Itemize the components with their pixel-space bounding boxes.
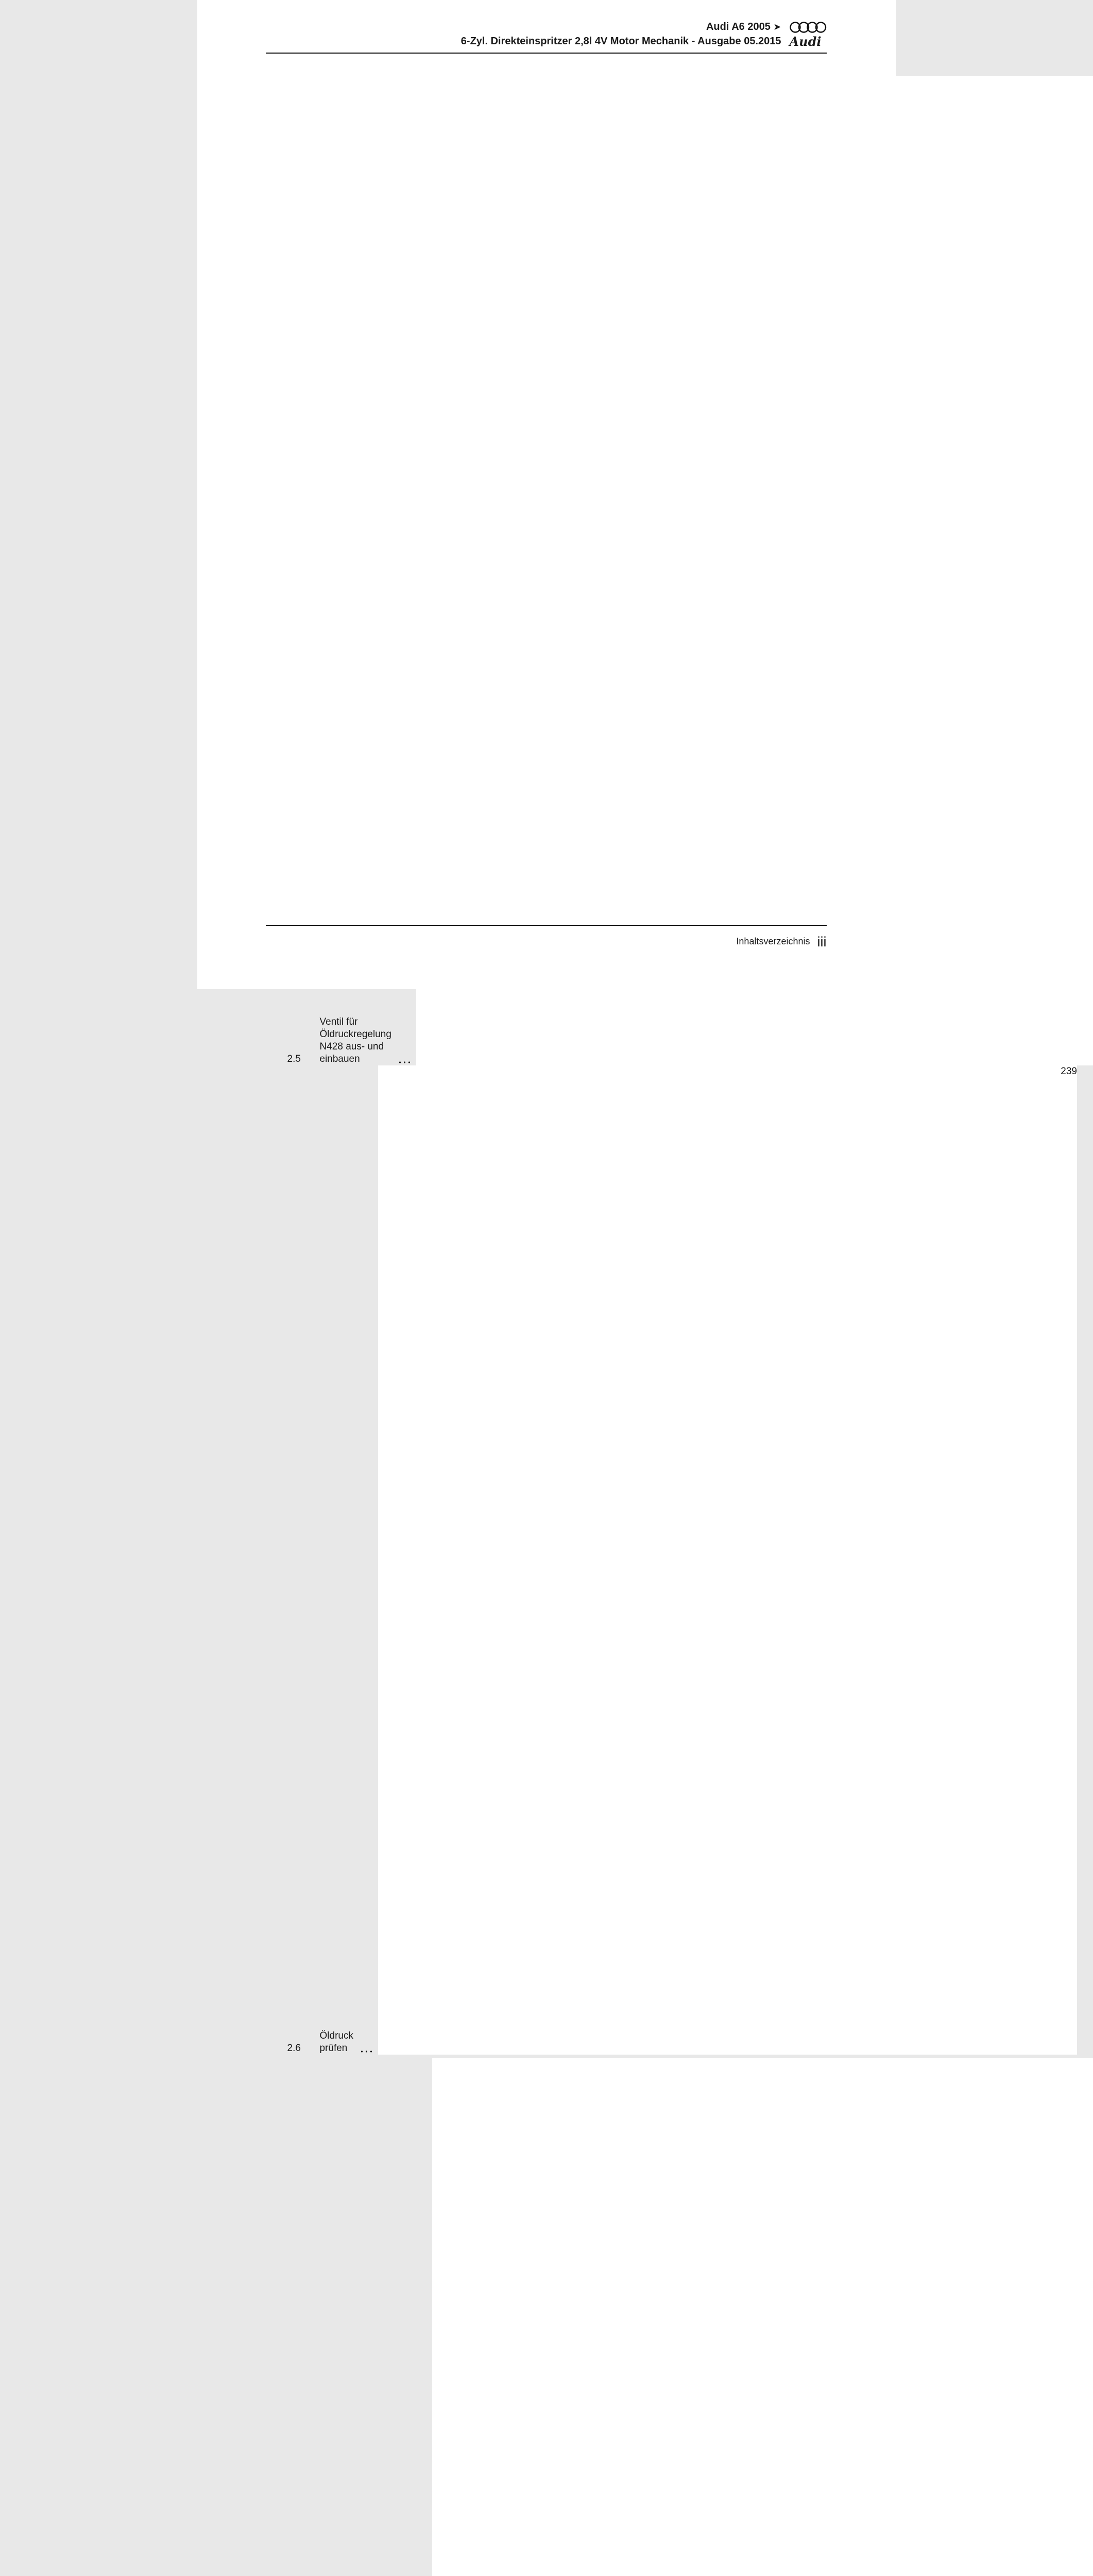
header-text — [461, 20, 781, 48]
page-footer — [266, 925, 827, 950]
toc-entry-page — [416, 76, 1093, 1065]
toc-entry-number: 2.6 — [287, 2043, 301, 2054]
manual-toc-page — [197, 0, 1077, 2054]
toc-entry-title: Öldruck prüfen — [319, 2030, 353, 2054]
header-model-line — [461, 20, 781, 34]
toc-entry-row — [266, 2058, 727, 2576]
toc-entry-row — [266, 76, 727, 1065]
audi-wordmark: Audi — [789, 34, 822, 49]
toc-entry-page: 239 — [378, 1065, 1077, 2055]
header-rule — [266, 53, 827, 54]
page-header — [197, 0, 896, 48]
toc-entry-row — [266, 1065, 1077, 2055]
header-subtitle: 6-Zyl. Direkteinspritzer 2,8l 4V Motor Mechanik - Ausgabe 05.2015 — [460, 36, 781, 47]
toc-entry-number: 2.5 — [287, 1054, 301, 1064]
toc-leader-dots — [360, 2050, 375, 2053]
header-model: Audi A6 2005 — [706, 21, 771, 32]
arrow-right-icon: ➤ — [773, 22, 781, 32]
footer-label: Inhaltsverzeichnis — [736, 936, 810, 946]
header-logos — [790, 21, 827, 48]
footer-page-number: iii — [817, 934, 827, 950]
toc-leader-dots — [398, 1061, 413, 1063]
toc-entry-page — [432, 2058, 1093, 2576]
toc-entry-title: Ventil für Öldruckregelung N428 aus- und einbauen — [319, 1016, 391, 1064]
audi-rings-icon — [790, 21, 827, 34]
